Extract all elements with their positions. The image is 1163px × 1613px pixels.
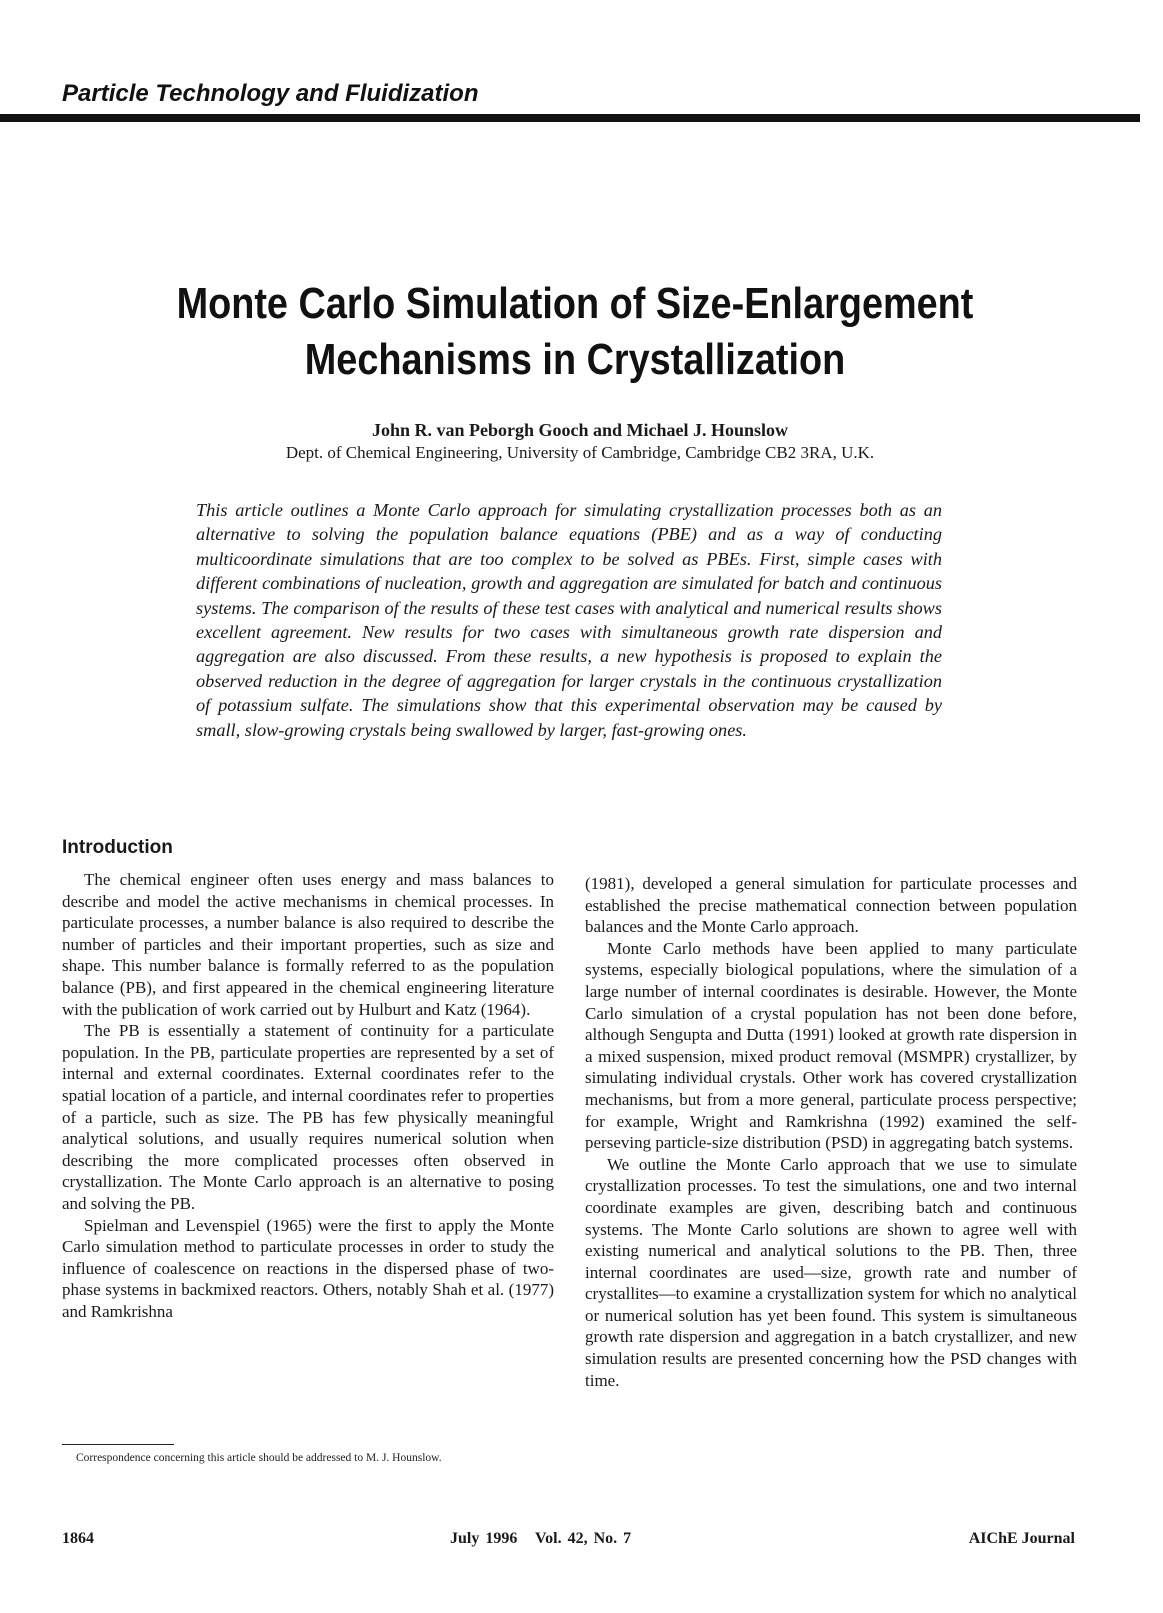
left-column bbox=[62, 836, 554, 1322]
header-rule bbox=[0, 114, 1140, 122]
body-paragraph: Spielman and Levenspiel (1965) were the first to apply the Monte Carlo simulation method to particulate processes in order to study the influence of coalescence on reactions in the dispersed phase of two-phase systems in backmixed reactors. Others, notably Shah et al. (1977) and Ramkrishna bbox=[62, 1215, 554, 1321]
affiliation: Dept. of Chemical Engineering, University of Cambridge, Cambridge CB2 3RA, U.K. bbox=[285, 443, 875, 462]
abstract: This article outlines a Monte Carlo approach for simulating crystallization processes both as an alternative to solving the population balance equations (PBE) and as a way of conducting multicoordinate simulations that are too complex to be solved as PBEs. First, simple cases with different combinations of nucleation, growth and aggregation are simulated for batch and continuous systems. The comparison of the results of these test cases with analytical and numerical results shows excellent agreement. New results for two cases with simultaneous growth rate dispersion and aggregation are also discussed. From these results, a new hypothesis is proposed to explain the observed reduction in the degree of aggregation for larger crystals in the continuous crystallization of potassium sulfate. The simulations show that this experimental observation may be caused by small, slow-growing crystals being swallowed by larger, fast-growing ones. bbox=[196, 500, 942, 740]
body-paragraph: Monte Carlo methods have been applied to many particulate systems, especially biological populations, where the simulation of a large number of internal coordinates is desirable. However, the Monte Carlo simulation of a crystal population has not been done before, although Sengupta and Dutta (1991) looked at growth rate dispersion in a mixed suspension, mixed product removal (MSMPR) crystallizer, by simulating individual crystals. Other work has covered crystallization mechanisms, but from a more general, particulate process perspective; for example, Wright and Ramkrishna (1992) examined the self-perseving particle-size distribution (PSD) in aggregating batch systems. bbox=[585, 938, 1077, 1153]
introduction-heading: Introduction bbox=[62, 837, 173, 858]
footnote-rule bbox=[62, 1444, 174, 1445]
body-paragraph: The chemical engineer often uses energy and mass balances to describe and model the active mechanisms in chemical processes. In particulate processes, a number balance is also required to describe the number of particles and their important properties, such as size and shape. This number balance is formally referred to as the population balance (PB), and first appeared in the chemical engineering literature with the publication of work carried out by Hulburt and Katz (1964). bbox=[62, 870, 554, 1019]
page-number: 1864 bbox=[62, 1530, 94, 1547]
body-paragraph: The PB is essentially a statement of continuity for a particulate population. In the PB, particulate properties are represented by a set of internal and external coordinates. External coordinates refer to the spatial location of a particle, and internal coordinates refer to properties of a particle, such as size. The PB has few physically meaningful analytical solutions, and usually requires numerical solution when describing the more complicated processes often observed in crystallization. The Monte Carlo approach is an alternative to posing and solving the PB. bbox=[62, 1021, 554, 1213]
title-line-2: Mechanisms in Crystallization bbox=[304, 335, 846, 384]
article-title bbox=[132, 276, 1018, 388]
section-header: Particle Technology and Fluidization bbox=[62, 80, 479, 107]
title-line-1: Monte Carlo Simulation of Size-Enlargement bbox=[176, 279, 974, 328]
footnote: Correspondence concerning this article should be addressed to M. J. Hounslow. bbox=[76, 1452, 442, 1464]
journal-name: AIChE Journal bbox=[968, 1530, 1075, 1547]
body-paragraph: We outline the Monte Carlo approach that we use to simulate crystallization processes. To test the simulations, one and two internal coordinate examples are given, describing batch and continuous systems. The Monte Carlo solutions are shown to agree well with existing numerical and analytical solutions to the PB. Then, three internal coordinates are used—size, growth rate and number of crystallites—to examine a crystallization system for which no analytical or numerical solution has yet been found. This system is simultaneous growth rate dispersion and aggregation in a batch crystallizer, and new simulation results are presented concerning how the PSD changes with time. bbox=[585, 1154, 1077, 1390]
authors: John R. van Peborgh Gooch and Michael J. Hounslow bbox=[371, 420, 789, 440]
body-paragraph-continuation: (1981), developed a general simulation for particulate processes and established the precise mathematical connection between population balances and the Monte Carlo approach. bbox=[585, 874, 1077, 937]
right-column bbox=[585, 873, 1077, 1391]
issue-info: July 1996 Vol. 42, No. 7 bbox=[450, 1530, 632, 1547]
